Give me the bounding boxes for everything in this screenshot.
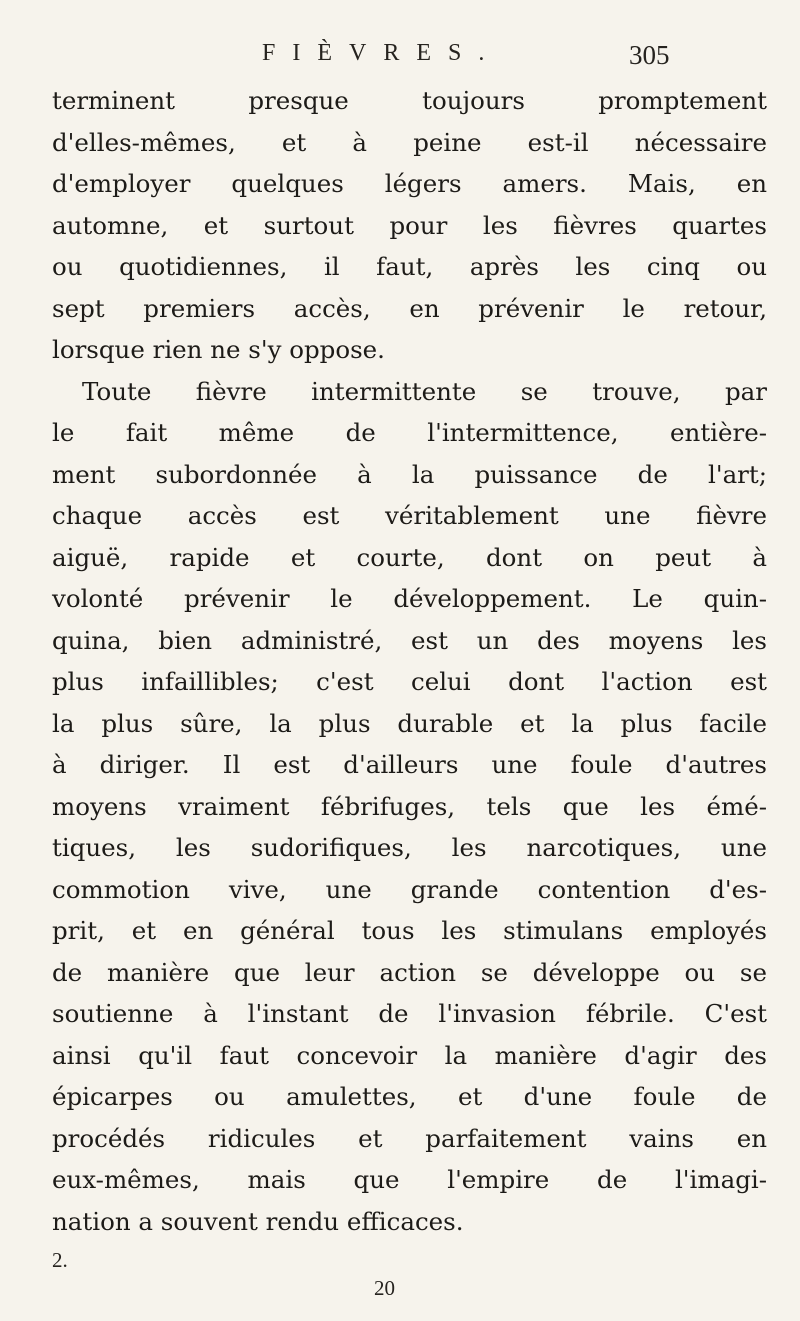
text-line: volonté prévenir le développement. Le quin- (52, 584, 767, 613)
text-line: le fait même de l'intermittence, entière- (52, 418, 767, 447)
text-line: épicarpes ou amulettes, et d'une foule de (52, 1082, 767, 1111)
paragraph-first-line: Toute fièvre intermittente se trouve, par (82, 376, 767, 406)
text-line: ment subordonnée à la puissance de l'art; (52, 459, 767, 489)
text-line: sept premiers accès, en prévenir le retour, (52, 293, 767, 323)
paragraph-end-line: nation a souvent rendu efficaces. (52, 1206, 464, 1236)
text-line: commotion vive, une grande contention d'es- (52, 874, 767, 904)
page-number: 305 (629, 40, 670, 70)
catchword: 20 (374, 1276, 395, 1300)
text-line: terminent presque toujours promptement (52, 86, 767, 115)
body-text (52, 80, 767, 1242)
text-line: eux-mêmes, mais que l'empire de l'imagi- (52, 1165, 767, 1194)
text-line: d'elles-mêmes, et à peine est-il nécessaire (52, 127, 767, 157)
text-line: automne, et surtout pour les fièvres quartes (52, 210, 767, 240)
text-line: d'employer quelques légers amers. Mais, en (52, 169, 767, 198)
text-line: prit, et en général tous les stimulans employés (52, 916, 767, 945)
text-line: quina, bien administré, est un des moyens les (52, 625, 767, 655)
text-line: chaque accès est véritablement une fièvre (52, 501, 767, 530)
text-line: moyens vraiment fébrifuges, tels que les émé- (52, 791, 767, 821)
text-line: soutienne à l'instant de l'invasion fébrile. C'est (52, 999, 767, 1028)
text-line: plus infaillibles; c'est celui dont l'action est (52, 667, 767, 696)
text-line: de manière que leur action se développe ou se (52, 957, 767, 987)
running-title: FIÈVRES. (262, 40, 502, 66)
text-line: ou quotidiennes, il faut, après les cinq ou (52, 252, 767, 281)
signature-mark: 2. (52, 1248, 68, 1272)
text-line: tiques, les sudorifiques, les narcotiques, une (52, 833, 767, 862)
text-line: procédés ridicules et parfaitement vains en (52, 1123, 767, 1153)
paragraph-end-line: lorsque rien ne s'y oppose. (52, 335, 385, 364)
text-line: à diriger. Il est d'ailleurs une foule d'autres (52, 750, 767, 779)
text-line: la plus sûre, la plus durable et la plus facile (52, 708, 767, 738)
text-line: aiguë, rapide et courte, dont on peut à (52, 542, 767, 572)
text-line: ainsi qu'il faut concevoir la manière d'agir des (52, 1040, 767, 1070)
